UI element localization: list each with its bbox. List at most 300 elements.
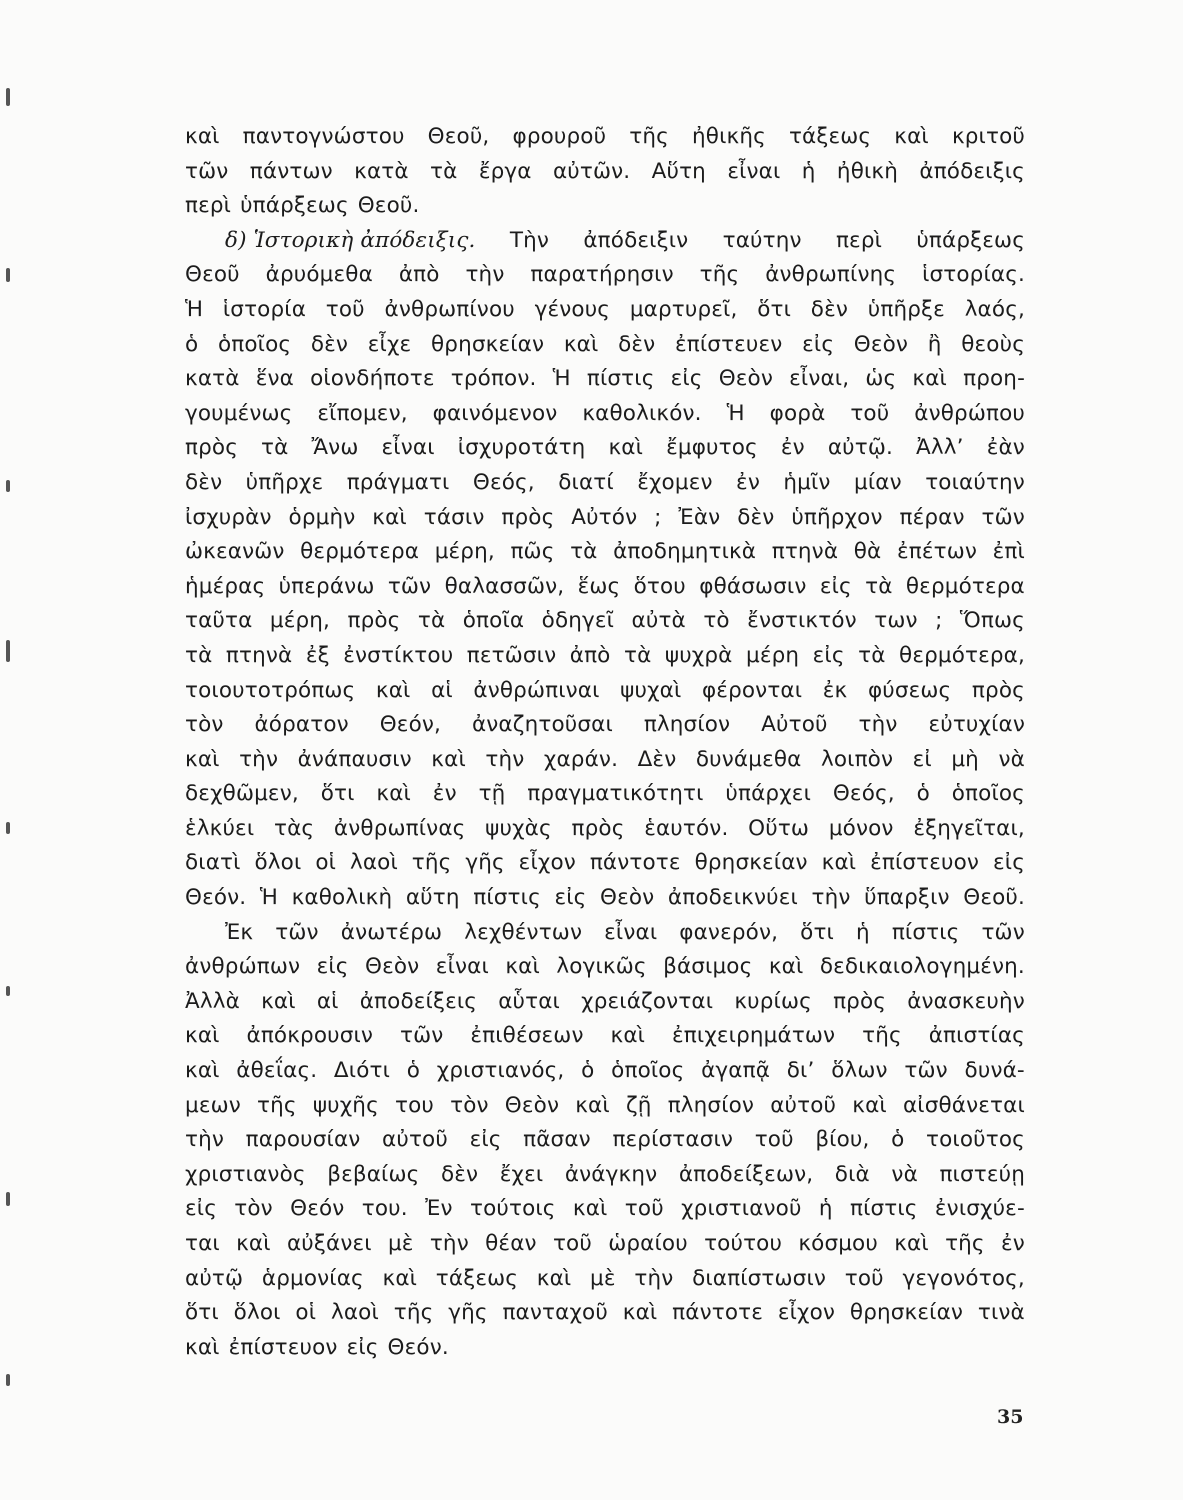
text-line — [185, 501, 1025, 536]
word: ἀνθρώπιναι — [473, 677, 600, 703]
word: χαράν. — [543, 746, 619, 772]
word: εἰ — [912, 746, 932, 772]
word: τῆς — [862, 1023, 902, 1049]
word: καθολικόν. — [582, 400, 702, 426]
word: ὁ — [185, 331, 199, 357]
word: εἶναι, — [789, 366, 850, 392]
word: τῆς — [257, 1092, 297, 1118]
word: ἐν — [1000, 1231, 1025, 1256]
word: Ἐκ — [225, 919, 254, 945]
word: ἀνθρωπίνης — [765, 262, 897, 288]
word: ἑλκύει — [185, 815, 255, 841]
word: ἀποδείξεων, — [678, 1161, 814, 1187]
word: τῶν — [904, 1058, 948, 1084]
word: θερμότερα, — [899, 642, 1025, 668]
word: Θεοῦ, — [427, 124, 490, 149]
word: ἀπιστίας — [928, 1023, 1025, 1049]
word: φθάσωσιν — [699, 573, 807, 599]
word: ἀνασκευὴν — [907, 988, 1025, 1014]
text-line — [185, 258, 1025, 293]
word: εἶναι — [381, 435, 435, 461]
word: τὴν — [239, 746, 279, 772]
word: δεχθῶμεν, — [185, 781, 299, 807]
word: πτηνὰ — [771, 539, 839, 565]
word: του — [394, 1092, 434, 1118]
text-line — [185, 1123, 1025, 1158]
text-line — [185, 916, 1025, 951]
word: τοῦ — [844, 1265, 884, 1291]
word: τοῦ — [552, 1231, 592, 1256]
word: ἐπέτων — [896, 539, 978, 565]
word: Θεός, — [832, 781, 895, 807]
word: καὶ — [431, 746, 466, 772]
word: δεδικαιολογημένη. — [819, 954, 1025, 980]
word: πετῶσιν — [466, 642, 557, 668]
word: ἐν — [736, 469, 760, 495]
word: τῆς — [945, 1231, 985, 1256]
word: Ἡ — [185, 296, 204, 322]
word: τὰ — [623, 642, 652, 668]
word: θρησκείαν — [694, 850, 808, 876]
word: τῶν — [400, 1023, 444, 1049]
word: ὅτου — [633, 573, 686, 599]
text-line — [185, 846, 1025, 881]
word: ἀπὸ — [569, 642, 611, 668]
word: ἀνθρώπων — [185, 954, 301, 980]
word: αὕτη — [405, 885, 460, 911]
word: ἀνωτέρω — [340, 919, 443, 945]
word: ὑπάρχει — [725, 781, 811, 807]
word: τὰ — [417, 608, 446, 634]
word: τὰ — [865, 573, 893, 599]
word: τὸν — [234, 1196, 273, 1222]
word: ἀνάπαυσιν — [297, 746, 412, 772]
text-line — [185, 1158, 1025, 1193]
word: ἀνθρωπίνου — [384, 296, 515, 322]
word: προη- — [963, 366, 1025, 392]
word: ὡς — [865, 366, 897, 392]
word: διατί — [558, 469, 614, 495]
word: Ἄνω — [311, 435, 359, 461]
word: ἐπίστευον — [228, 1334, 338, 1360]
word: Θεὸν — [504, 1092, 560, 1118]
word: ἐπίστευον — [870, 850, 980, 876]
text-line — [185, 189, 1025, 224]
text-line — [185, 1227, 1025, 1262]
word: μίαν — [854, 469, 902, 495]
word: κριτοῦ — [951, 124, 1025, 149]
word: τρόπον. — [450, 366, 537, 392]
word: εἰς — [469, 1127, 502, 1153]
text-line — [185, 293, 1025, 328]
word: ἀνάγκην — [564, 1161, 658, 1187]
word: Θεὸν — [853, 331, 909, 357]
word: ἡμῖν — [783, 469, 831, 495]
word: ὁδηγεῖ — [541, 608, 615, 634]
word: πέραν — [899, 504, 965, 530]
word: δυνάμεθα — [695, 746, 802, 772]
word: Ἐν — [425, 1196, 453, 1222]
word: ἐὰν — [986, 435, 1025, 461]
word: τὰ — [261, 435, 289, 461]
word: πίστις — [891, 919, 960, 945]
word: πίστις — [473, 885, 541, 911]
word: καὶ — [894, 1231, 929, 1256]
word: εἶχον — [777, 1300, 836, 1326]
word: εἶναι — [604, 919, 658, 945]
word: τοῦ — [754, 1127, 794, 1153]
text-line — [185, 950, 1025, 985]
word: τῶν — [275, 919, 319, 945]
word: Ἀλλὰ — [185, 988, 240, 1014]
word: αἰσθάνεται — [902, 1092, 1025, 1118]
word: τὰ — [185, 642, 213, 668]
word: ἐπίστευεν — [675, 331, 783, 357]
word: Θεόν, — [379, 712, 442, 738]
word: μέρη — [745, 642, 800, 668]
word: τῶν — [387, 573, 432, 599]
word: ἐξ — [305, 642, 330, 668]
word: καὶ — [185, 746, 220, 772]
word: βίου, — [815, 1127, 870, 1153]
text-line — [185, 1192, 1025, 1227]
word: αὐξάνει — [286, 1231, 372, 1256]
word: ὁ — [891, 1127, 905, 1153]
word: ὅτι — [757, 296, 792, 322]
word: ὕπαρξιν — [864, 885, 950, 911]
word: τοιουτοτρόπως — [185, 677, 356, 703]
word: εἰς — [670, 366, 703, 392]
word: ; — [935, 608, 943, 634]
word: Ἡ — [259, 885, 279, 911]
text-line — [185, 777, 1025, 812]
word: δὲν — [310, 331, 349, 357]
word: ὑπῆρχε — [245, 469, 324, 495]
word: πρὸς — [833, 988, 887, 1014]
word: τῶν — [981, 919, 1025, 945]
word: ὁρμὴν — [288, 504, 356, 530]
word: Θεὸν — [365, 954, 420, 980]
word: κυρίως — [734, 988, 812, 1014]
word: πῶς — [510, 539, 555, 565]
word: τάσιν — [423, 504, 485, 530]
word: εἰς — [812, 642, 845, 668]
word: ὅλων — [831, 1058, 888, 1084]
word: αὐτῷ. — [827, 435, 893, 461]
word: Ἐὰν — [678, 504, 721, 530]
word: καὶ — [375, 677, 411, 703]
word: μόνον — [828, 815, 894, 841]
word: αὐτῷ — [185, 1265, 244, 1291]
word: καὶ — [185, 124, 220, 149]
word: εἶχον — [518, 850, 576, 876]
word: καὶ — [185, 1334, 220, 1360]
word: πλησίον — [667, 1092, 755, 1118]
word: μὲ — [590, 1265, 616, 1291]
word: εἰς — [554, 885, 587, 911]
word: φανερόν, — [679, 919, 779, 945]
word: ἕως — [577, 573, 621, 599]
word: τῆς — [629, 124, 669, 149]
word: καὶ — [622, 1300, 658, 1326]
word: μαρτυρεῖ, — [629, 296, 738, 322]
word: αὐτοῦ — [382, 1127, 448, 1153]
word: πρὸς — [185, 435, 238, 461]
word: Θεοῦ. — [357, 193, 420, 219]
word: νὰ — [998, 746, 1025, 772]
word: ἱστορία — [222, 296, 307, 322]
text-line — [185, 1262, 1025, 1297]
scan-edge-marks — [0, 0, 22, 1500]
word: ἁρμονίας — [261, 1265, 364, 1291]
word: ἀνθρώπου — [914, 400, 1025, 426]
section-heading: δ) Ἱστορικὴ ἀπόδειξις. — [225, 227, 476, 253]
word: λογικῶς — [556, 954, 647, 980]
word: μὲ — [387, 1231, 414, 1256]
word: θὰ — [853, 539, 882, 565]
word: ὑπῆρξε — [867, 296, 945, 322]
word: ἀθεΐας. — [236, 1058, 318, 1084]
word: θερμότερα — [300, 539, 420, 565]
word: εἰς — [185, 1196, 217, 1222]
word: εἰς — [993, 850, 1025, 876]
word: γῆς — [465, 850, 505, 876]
word: πανταχοῦ — [502, 1300, 608, 1326]
word: καὶ — [185, 1058, 220, 1084]
word: ὅλοι — [233, 1300, 281, 1326]
word: ἔμφυτος — [666, 435, 758, 461]
word: χριστιανοῦ — [681, 1196, 802, 1222]
word: τὰ — [570, 539, 598, 565]
word: ἐπὶ — [992, 539, 1025, 565]
word: ἕνα — [255, 366, 294, 392]
word: Ὅπως — [959, 608, 1025, 634]
word: Δὲν — [637, 746, 677, 772]
word: ὁποῖος — [611, 1058, 685, 1084]
word: εὐτυχίαν — [928, 712, 1025, 738]
word: τοῦ — [624, 1196, 664, 1222]
word: τὸ — [703, 608, 730, 634]
text-line — [185, 431, 1025, 466]
word: ἐπιθέσεων — [470, 1023, 584, 1049]
word: ψυχαὶ — [620, 677, 682, 703]
word: ἰσχυρὰν — [185, 504, 272, 530]
text-line — [185, 1054, 1025, 1089]
word: ὠκεανῶν — [185, 539, 285, 565]
text-line — [185, 224, 1025, 259]
word: τῶν — [185, 158, 229, 184]
word: Θεοῦ. — [963, 885, 1025, 911]
text-line — [185, 535, 1025, 570]
word: δυνά- — [964, 1058, 1025, 1084]
word: τὸν — [450, 1092, 489, 1118]
word: καὶ — [372, 504, 407, 530]
word: ὁ — [916, 781, 930, 807]
word: ὁ — [581, 1058, 595, 1084]
word: βάσιμος — [663, 954, 753, 980]
word: Θεόν. — [387, 1334, 449, 1360]
word: ἀποδεικνύει — [667, 885, 798, 911]
word: τὸν — [185, 712, 224, 738]
word: αὐτοῦ — [770, 1092, 837, 1118]
word: ἀνθρωπίνας — [333, 815, 466, 841]
word: δὲν — [440, 1161, 479, 1187]
word: ἐπιχειρημάτων — [672, 1023, 836, 1049]
text-line — [185, 1331, 1025, 1366]
word: αὐτῶν. — [552, 158, 631, 184]
word: Θεός, — [472, 469, 535, 495]
text-line — [185, 1089, 1025, 1124]
word: εἶναι — [727, 158, 781, 184]
word: ψυχρὰ — [664, 642, 733, 668]
word: ταῦτα — [185, 608, 253, 634]
word: τὴν — [858, 712, 898, 738]
word: του. — [361, 1196, 408, 1222]
word: ἐν — [432, 781, 457, 807]
word: τοιοῦτος — [926, 1127, 1025, 1153]
word: θαλασσῶν, — [444, 573, 565, 599]
word: παρουσίαν — [245, 1127, 361, 1153]
word: δὲν — [185, 469, 223, 495]
word: ἐνστίκτου — [343, 642, 454, 668]
word: πρὸς — [347, 608, 401, 634]
word: λεχθέντων — [464, 919, 583, 945]
text-line — [185, 1019, 1025, 1054]
word: τῇ — [478, 781, 506, 807]
word: οἱ — [295, 1300, 317, 1326]
word: τὴν — [634, 1265, 674, 1291]
word: Θεοῦ — [185, 262, 240, 288]
word: πίστις — [849, 1196, 918, 1222]
word: τῆς — [411, 850, 452, 876]
word: ἔχομεν — [637, 469, 713, 495]
word: ἠθικῆς — [692, 124, 766, 149]
word: καὶ — [894, 124, 929, 149]
word: νὰ — [891, 1161, 918, 1187]
word: καὶ — [185, 1023, 220, 1049]
word: ὑπάρξεως — [916, 227, 1025, 253]
word: ἢ — [927, 331, 942, 357]
word: Αὐτόν — [571, 504, 638, 530]
text-line — [185, 120, 1025, 155]
text-line — [185, 881, 1025, 916]
word: βεβαίως — [327, 1161, 420, 1187]
word: εἶναι — [435, 954, 489, 980]
word: Ἡ — [552, 366, 571, 392]
word: ὁποῖος — [951, 781, 1025, 807]
text-line — [185, 328, 1025, 363]
word: κατὰ — [354, 158, 409, 184]
word: καὶ — [572, 1196, 608, 1222]
word: ἱστορίας. — [922, 262, 1025, 288]
text-line — [185, 639, 1025, 674]
word: πρὸς — [571, 815, 625, 841]
word: κόσμου — [798, 1231, 878, 1256]
word: ἔνστικτόν — [747, 608, 857, 634]
word: γένους — [534, 296, 611, 322]
word: ὁποῖος — [217, 331, 292, 357]
word: ἐκ — [822, 677, 848, 703]
text-line — [185, 812, 1025, 847]
word: Διότι — [333, 1058, 391, 1084]
word: ἐξηγεῖται, — [913, 815, 1025, 841]
word: ψυχῆς — [312, 1092, 379, 1118]
word: καὶ — [261, 988, 296, 1014]
word: καὶ — [563, 331, 599, 357]
word: ζῇ — [625, 1092, 652, 1118]
word: πλησίον — [643, 712, 731, 738]
word: περίστασιν — [612, 1127, 734, 1153]
word: καὶ — [376, 781, 411, 807]
word: γουμένως — [185, 400, 293, 426]
word: πίστις — [586, 366, 655, 392]
word: ἡ — [801, 158, 816, 184]
word: αἱ — [316, 988, 339, 1014]
word: πρὸς — [501, 504, 555, 530]
word: τοῦ — [850, 400, 890, 426]
text-line — [185, 708, 1025, 743]
word: τὴν — [429, 1231, 469, 1256]
word: ἡμέρας — [185, 573, 266, 599]
word: αὗται — [498, 988, 560, 1014]
word: ἡ — [818, 1196, 833, 1222]
word: τῆς — [699, 262, 740, 288]
word: ἀποδημητικὰ — [613, 539, 757, 565]
word: καὶ — [236, 1231, 271, 1256]
word: ὅτι — [185, 1300, 219, 1326]
word: ὅλοι — [254, 850, 302, 876]
word: τούτοις — [470, 1196, 556, 1222]
word: ἔργα — [478, 158, 532, 184]
word: τὴν — [485, 746, 525, 772]
word: ὑπῆρχον — [791, 504, 883, 530]
word: ἀποδείξεις — [359, 988, 478, 1014]
text-line — [185, 985, 1025, 1020]
text-line — [185, 570, 1025, 605]
word: φρουροῦ — [512, 124, 607, 149]
word: καὶ — [575, 1092, 610, 1118]
word: ἡ — [856, 919, 870, 945]
word: εἰς — [316, 954, 349, 980]
word: Ἀλλ’ — [916, 435, 964, 461]
word: δὲν — [618, 331, 656, 357]
text-line — [185, 674, 1025, 709]
text-line — [185, 362, 1025, 397]
word: γεγονότος, — [902, 1265, 1025, 1291]
word: Τὴν — [509, 227, 550, 253]
word: ἀπὸ — [398, 262, 440, 288]
word: Θεόν — [290, 1196, 345, 1222]
word: καὶ — [768, 954, 804, 980]
word: αἱ — [431, 677, 453, 703]
text-line — [185, 466, 1025, 501]
word: φέρονται — [701, 677, 803, 703]
word: λοιπὸν — [820, 746, 894, 772]
word: θερμότερα — [905, 573, 1025, 599]
word: πράγματι — [346, 469, 450, 495]
word: κατὰ — [185, 366, 240, 392]
word: ὅτι — [800, 919, 834, 945]
word: Θεόν. — [185, 885, 247, 911]
word: μέρη, — [269, 608, 331, 634]
word: τούτου — [704, 1231, 783, 1256]
word: δι’ — [786, 1058, 815, 1084]
word: πραγματικότητι — [527, 781, 704, 807]
text-line — [185, 155, 1025, 190]
word: εἰς — [802, 331, 835, 357]
word: Θεὸν — [600, 885, 655, 911]
word: ὁ — [406, 1058, 421, 1084]
